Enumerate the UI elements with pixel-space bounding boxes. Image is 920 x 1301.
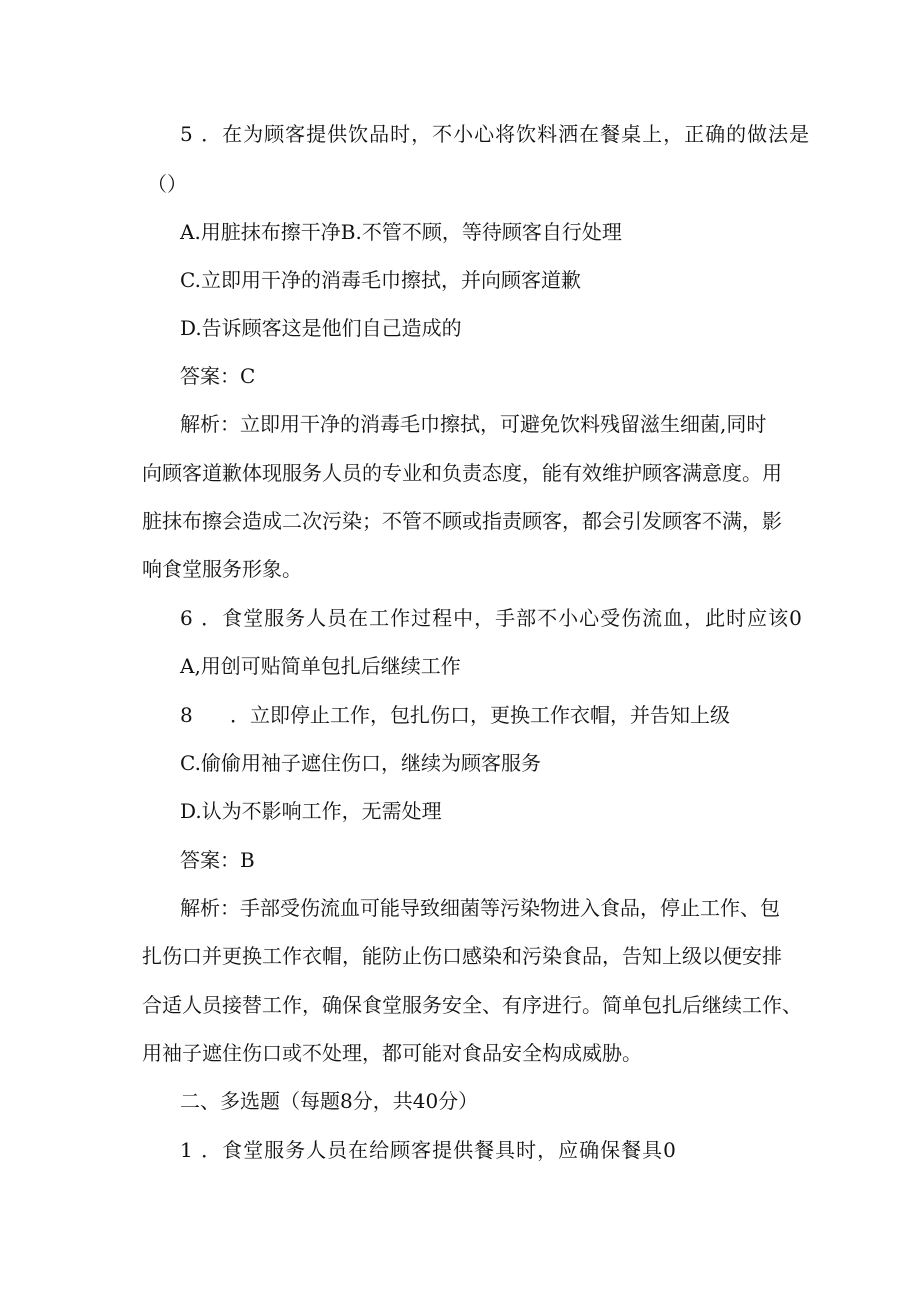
section-heading: 二、多选题（每题8分，共40分）: [180, 1089, 479, 1113]
question-5-stem-blank: （）: [147, 172, 187, 196]
question-6-option-d: D.认为不影响工作，无需处理: [180, 799, 442, 823]
question-6-explanation-line: 扎伤口并更换工作衣帽，能防止伤口感染和污染食品，告知上级以便安排: [142, 944, 782, 968]
question-6-stem: 6 ．食堂服务人员在工作过程中，手部不小心受伤流血，此时应该0: [180, 606, 803, 630]
question-5-explanation-line: 响食堂服务形象。: [142, 557, 302, 581]
question-6-explanation-line: 用袖子遮住伤口或不处理，都可能对食品安全构成威胁。: [142, 1041, 642, 1065]
question-5-explanation-line: 脏抹布擦会造成二次污染；不管不顾或指责顾客，都会引发顾客不满，影: [142, 509, 782, 533]
question-6-explanation-line: 解析：手部受伤流血可能导致细菌等污染物进入食品，停止工作、包: [180, 896, 780, 920]
multi-question-1-stem: 1 ．食堂服务人员在给顾客提供餐具时，应确保餐具0: [180, 1138, 677, 1162]
question-6-explanation-line: 合适人员接替工作，确保食堂服务安全、有序进行。简单包扎后继续工作、: [142, 993, 802, 1017]
question-5-answer: 答案：C: [180, 364, 256, 388]
question-5-explanation-line: 向顾客道歉体现服务人员的专业和负责态度，能有效维护顾客满意度。用: [142, 461, 782, 485]
question-6-answer: 答案：B: [180, 848, 255, 872]
question-5-explanation-line: 解析：立即用干净的消毒毛巾擦拭，可避免饮料残留滋生细菌,同时: [180, 412, 767, 436]
question-5-option-d: D.告诉顾客这是他们自己造成的: [180, 316, 462, 340]
question-5-stem: 5 ．在为顾客提供饮品时，不小心将饮料洒在餐桌上，正确的做法是: [180, 122, 811, 146]
question-5-option-c: C.立即用干净的消毒毛巾擦拭，并向顾客道歉: [180, 268, 581, 292]
question-6-option-b-number: 8: [180, 703, 193, 727]
question-6-option-b: ．立即停止工作，包扎伤口，更换工作衣帽，并告知上级: [230, 703, 730, 727]
question-6-option-c: C.偷偷用袖子遮住伤口，继续为顾客服务: [180, 751, 541, 775]
question-5-options-a-b: A.用脏抹布擦干净B.不管不顾，等待顾客自行处理: [180, 220, 622, 244]
question-6-option-a: A,用创可贴简单包扎后继续工作: [180, 654, 461, 678]
